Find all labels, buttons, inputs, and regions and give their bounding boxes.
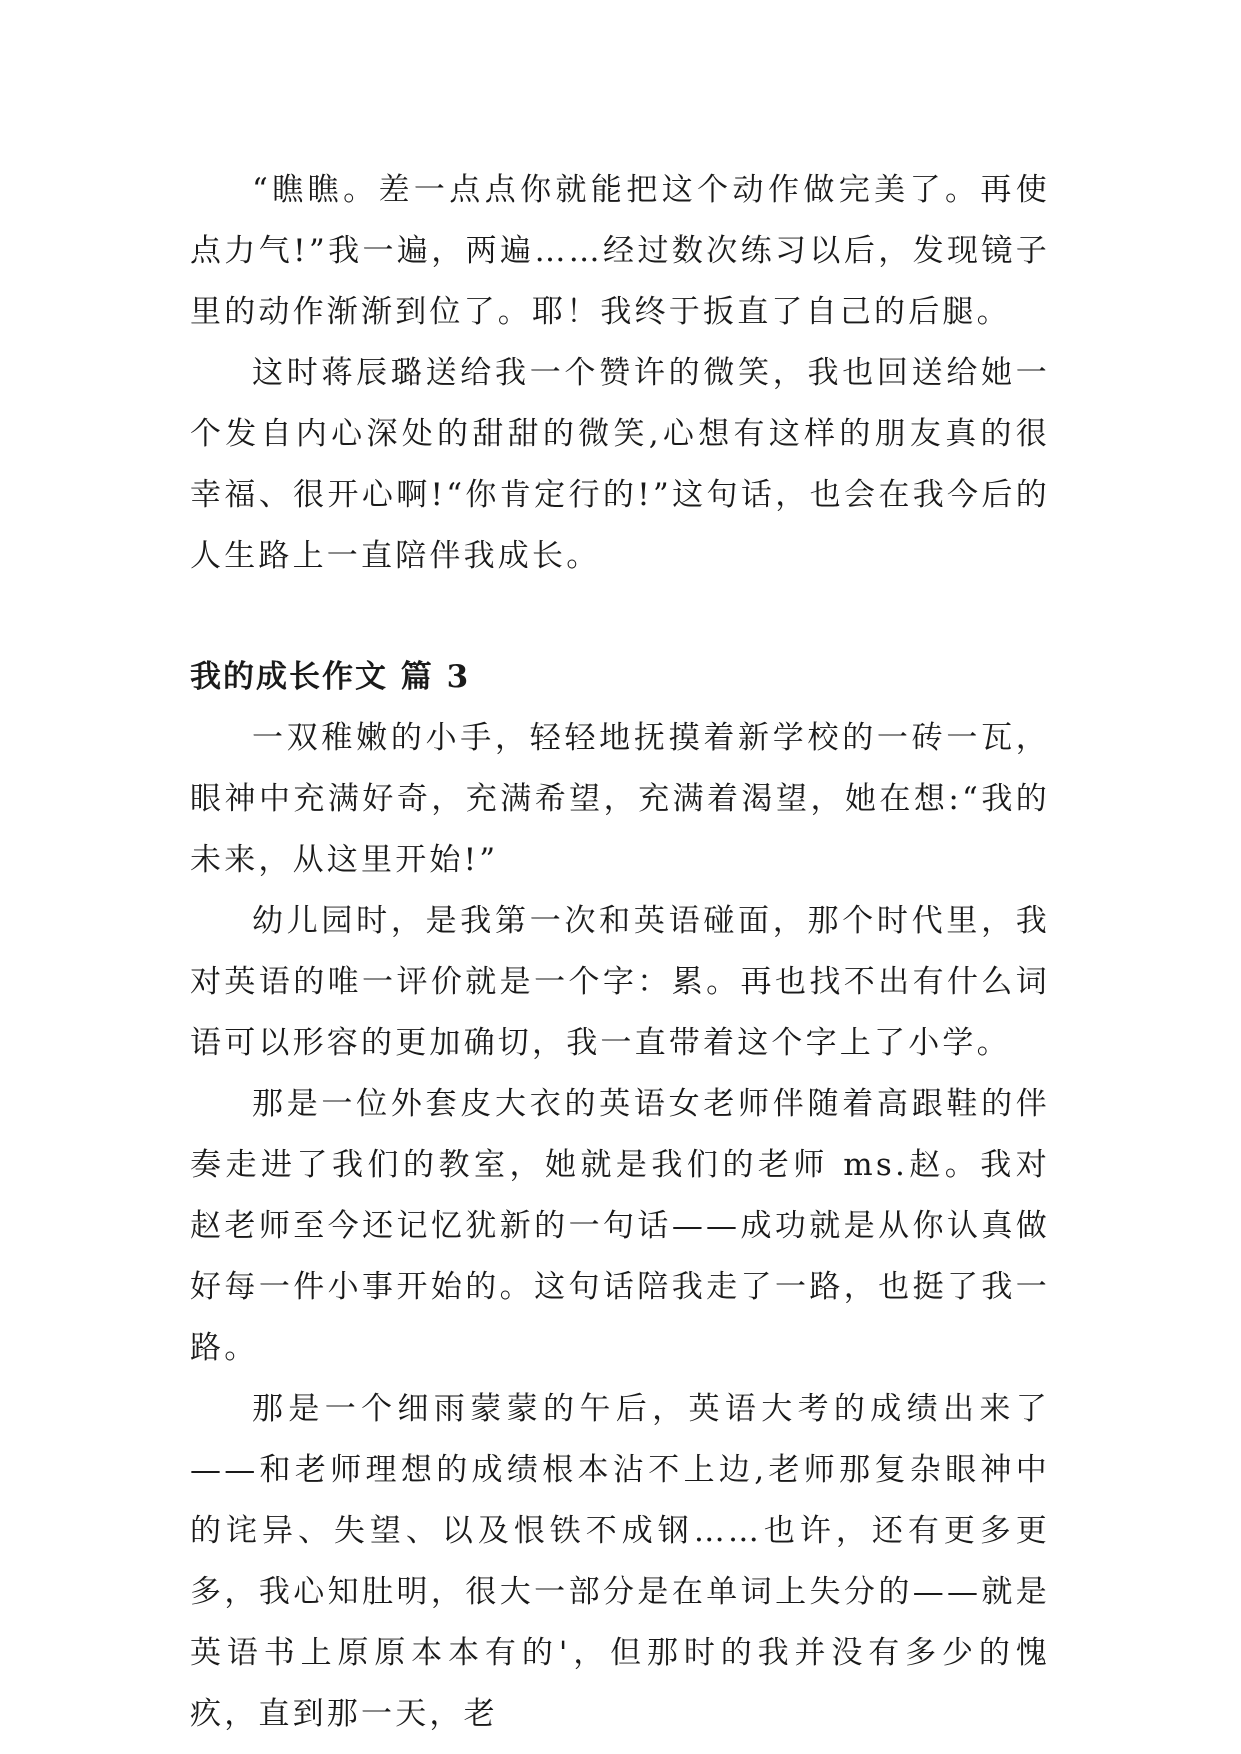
paragraph: 那是一个细雨蒙蒙的午后，英语大考的成绩出来了——和老师理想的成绩根本沾不上边,老师那复杂眼神中的诧异、失望、以及恨铁不成钢……也许，还有更多更多，我心知肚明，很大一部分是在单词上失分的——就是英语书上原原本本有的'，但那时的我并没有多少的愧疚，直到那一天，老 — [190, 1391, 1050, 1732]
paragraph: 这时蒋辰璐送给我一个赞许的微笑，我也回送给她一个发自内心深处的甜甜的微笑,心想有这样的朋友真的很幸福、很开心啊!“你肯定行的!”这句话，也会在我今后的人生路上一直陪伴我成长。 — [190, 355, 1050, 574]
paragraph: 那是一位外套皮大衣的英语女老师伴随着高跟鞋的伴奏走进了我们的教室，她就是我们的老师 ms.赵。我对赵老师至今还记忆犹新的一句话——成功就是从你认真做好每一件小事开始的。这句话陪我走了一路，也挺了我一路。 — [190, 1086, 1050, 1366]
section-heading: 我的成长作文 篇 3 — [190, 659, 471, 695]
paragraph: “瞧瞧。差一点点你就能把这个动作做完美了。再使点力气!”我一遍，两遍……经过数次练习以后，发现镜子里的动作渐渐到位了。耶！我终于扳直了自己的后腿。 — [190, 172, 1050, 330]
paragraph: 一双稚嫩的小手，轻轻地抚摸着新学校的一砖一瓦，眼神中充满好奇，充满希望，充满着渴望，她在想:“我的未来，从这里开始!” — [190, 720, 1050, 878]
paragraph: 幼儿园时，是我第一次和英语碰面，那个时代里，我对英语的唯一评价就是一个字：累。再也找不出有什么词语可以形容的更加确切，我一直带着这个字上了小学。 — [190, 903, 1050, 1061]
document-page — [190, 160, 1050, 1745]
section-gap — [190, 587, 1050, 647]
